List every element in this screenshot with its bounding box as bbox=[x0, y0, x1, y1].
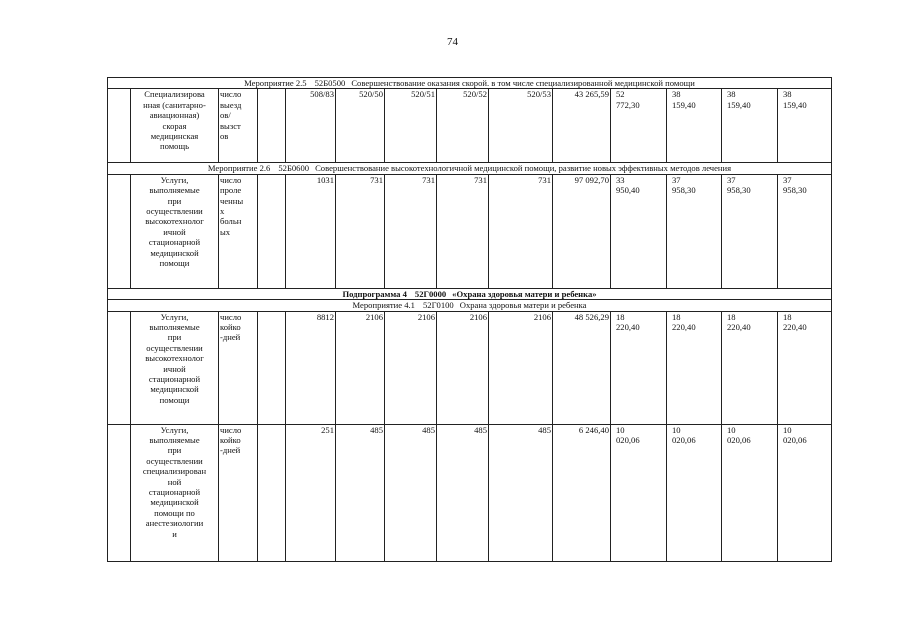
value-cell: 251 bbox=[286, 424, 336, 561]
year-value-high: 10 bbox=[616, 424, 625, 435]
unit-cell: число койко -дней bbox=[219, 424, 258, 561]
value-cell: 2106 bbox=[336, 311, 385, 424]
value-cell: 485 bbox=[385, 424, 437, 561]
measure-label: Мероприятие 4.1 bbox=[352, 300, 415, 311]
value-cell: 731 bbox=[437, 174, 489, 288]
value-cell: 1031 bbox=[286, 174, 336, 288]
budget-table bbox=[107, 77, 832, 562]
year-value-low: 950,40 bbox=[616, 185, 640, 196]
measure-code: 52Г0100 bbox=[422, 300, 454, 311]
year-value-high: 18 bbox=[783, 311, 792, 322]
value-cell: 485 bbox=[336, 424, 385, 561]
year-cell bbox=[667, 311, 722, 424]
measure-code: 52Б0500 bbox=[314, 78, 346, 88]
year-value-low: 958,30 bbox=[672, 185, 696, 196]
year-value-high: 18 bbox=[616, 311, 625, 322]
year-value-low: 020,06 bbox=[616, 435, 640, 446]
year-value-low: 220,40 bbox=[672, 322, 696, 333]
measure-header bbox=[108, 300, 832, 311]
measure-label: Мероприятие 2.5 bbox=[244, 78, 307, 88]
value-cell: 2106 bbox=[437, 311, 489, 424]
unit-cell: число койко -дней bbox=[219, 311, 258, 424]
year-cell bbox=[722, 89, 778, 163]
year-cell bbox=[778, 174, 832, 288]
year-value-low: 159,40 bbox=[672, 99, 696, 110]
year-value-low: 020,06 bbox=[727, 435, 751, 446]
year-value-high: 10 bbox=[672, 424, 681, 435]
year-cell bbox=[667, 89, 722, 163]
empty-cell bbox=[258, 311, 286, 424]
table-row bbox=[108, 174, 832, 288]
year-cell bbox=[611, 89, 667, 163]
total-cell: 48 526,29 bbox=[553, 311, 611, 424]
subprogram-code: 52Г0000 bbox=[414, 288, 447, 299]
measure-header bbox=[108, 163, 832, 174]
page-number: 74 bbox=[447, 36, 458, 48]
empty-cell bbox=[258, 424, 286, 561]
year-value-high: 52 bbox=[616, 89, 625, 100]
value-cell: 520/53 bbox=[489, 89, 553, 163]
year-cell bbox=[722, 311, 778, 424]
year-value-high: 37 bbox=[672, 174, 681, 185]
table-row bbox=[108, 424, 832, 561]
value-cell: 2106 bbox=[385, 311, 437, 424]
total-cell: 97 092,70 bbox=[553, 174, 611, 288]
year-value-high: 18 bbox=[727, 311, 736, 322]
empty-cell bbox=[108, 89, 131, 163]
table-row bbox=[108, 311, 832, 424]
value-cell: 520/51 bbox=[385, 89, 437, 163]
empty-cell bbox=[258, 174, 286, 288]
empty-cell bbox=[108, 424, 131, 561]
value-cell: 520/52 bbox=[437, 89, 489, 163]
total-cell: 43 265,59 bbox=[553, 89, 611, 163]
year-value-high: 38 bbox=[727, 89, 736, 100]
year-cell bbox=[667, 174, 722, 288]
value-cell: 508/83 bbox=[286, 89, 336, 163]
year-value-low: 159,40 bbox=[727, 99, 751, 110]
year-value-low: 020,06 bbox=[783, 435, 807, 446]
year-cell bbox=[722, 424, 778, 561]
year-value-low: 220,40 bbox=[616, 322, 640, 333]
service-name: Услуги, выполняемые при осуществлении специализирован ной стационарной медицинской помощи по анестезиологии и bbox=[131, 424, 219, 561]
year-value-low: 220,40 bbox=[783, 322, 807, 333]
measure-text: Охрана здоровья матери и ребенка bbox=[459, 300, 587, 311]
unit-cell: число выезд ов/ вызст ов bbox=[219, 89, 258, 163]
empty-cell bbox=[108, 311, 131, 424]
measure-label: Мероприятие 2.6 bbox=[207, 163, 271, 174]
year-cell bbox=[778, 424, 832, 561]
subprogram-row-4 bbox=[108, 288, 832, 299]
measure-row-2-5 bbox=[108, 78, 832, 89]
value-cell: 731 bbox=[489, 174, 553, 288]
year-value-high: 10 bbox=[783, 424, 792, 435]
unit-cell: число проле ченны х больн ых bbox=[219, 174, 258, 288]
year-value-high: 37 bbox=[727, 174, 736, 185]
year-cell bbox=[778, 311, 832, 424]
service-name: Услуги, выполняемые при осуществлении высокотехнолог ичной стационарной медицинской помощи bbox=[131, 311, 219, 424]
total-cell: 6 246,40 bbox=[553, 424, 611, 561]
value-cell: 731 bbox=[385, 174, 437, 288]
year-cell bbox=[611, 311, 667, 424]
year-value-low: 020,06 bbox=[672, 435, 696, 446]
service-name: Специализирова нная (санитарно- авиационная) скорая медицинская помощь bbox=[131, 89, 219, 163]
year-cell bbox=[667, 424, 722, 561]
subprogram-label: Подпрограмма 4 bbox=[342, 288, 407, 299]
value-cell: 731 bbox=[336, 174, 385, 288]
year-value-low: 958,30 bbox=[783, 185, 807, 196]
empty-cell bbox=[258, 89, 286, 163]
measure-header bbox=[108, 78, 832, 89]
measure-text: Совершенствование оказания скорой. в том числе специализированной медицинской помощи bbox=[351, 78, 695, 88]
year-value-high: 37 bbox=[783, 174, 792, 185]
year-cell bbox=[611, 424, 667, 561]
measure-text: Совершенствование высокотехнологичной медицинской помощи, развитие новых эффективных методов лечения bbox=[315, 163, 732, 174]
year-cell bbox=[778, 89, 832, 163]
year-cell bbox=[722, 174, 778, 288]
measure-code: 52Б0600 bbox=[278, 163, 310, 174]
year-value-low: 159,40 bbox=[783, 99, 807, 110]
value-cell: 485 bbox=[489, 424, 553, 561]
year-value-high: 33 bbox=[616, 174, 625, 185]
year-value-high: 38 bbox=[783, 89, 792, 100]
service-name: Услуги, выполняемые при осуществлении высокотехнолог ичной стационарной медицинской помощи bbox=[131, 174, 219, 288]
year-value-low: 772,30 bbox=[616, 99, 640, 110]
value-cell: 2106 bbox=[489, 311, 553, 424]
table-row bbox=[108, 89, 832, 163]
value-cell: 485 bbox=[437, 424, 489, 561]
subprogram-header bbox=[108, 288, 832, 299]
year-value-high: 18 bbox=[672, 311, 681, 322]
year-value-low: 958,30 bbox=[727, 185, 751, 196]
year-value-high: 10 bbox=[727, 424, 736, 435]
subprogram-text: «Охрана здоровья матери и ребенка» bbox=[452, 288, 597, 299]
empty-cell bbox=[108, 174, 131, 288]
year-value-high: 38 bbox=[672, 89, 681, 100]
year-cell bbox=[611, 174, 667, 288]
measure-row-2-6 bbox=[108, 163, 832, 174]
year-value-low: 220,40 bbox=[727, 322, 751, 333]
measure-row-4-1 bbox=[108, 300, 832, 311]
value-cell: 8812 bbox=[286, 311, 336, 424]
value-cell: 520/50 bbox=[336, 89, 385, 163]
